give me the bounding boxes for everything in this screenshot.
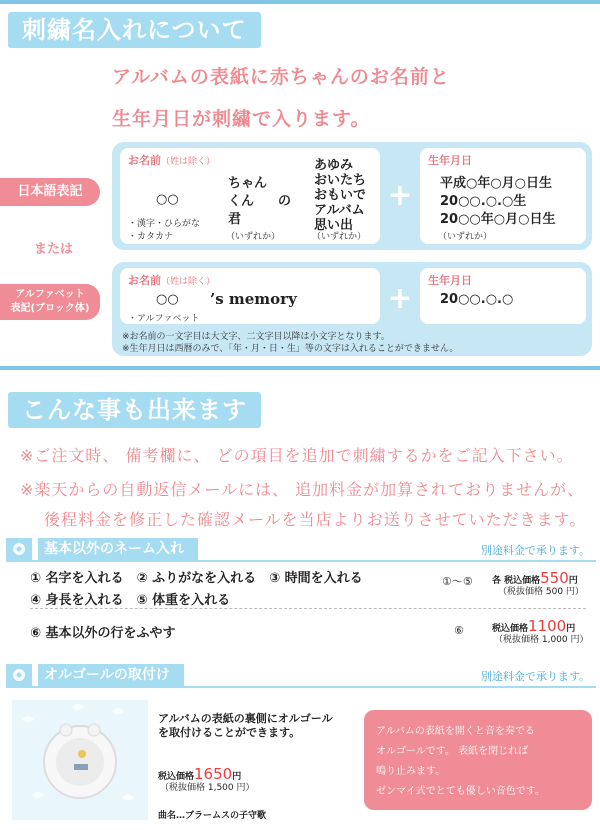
title-omoide-kanji: 思い出 (314, 218, 354, 233)
suffix-chan: ちゃん (228, 176, 268, 191)
name-extra-separate: 別途料金で承ります。 (480, 544, 590, 557)
title-ayumi: あゆみ (314, 158, 354, 173)
price-1: 各 税込価格550円 (492, 569, 578, 587)
lead-line-2: 生年月日が刺繍で入ります。 (112, 108, 371, 130)
name-extra-title: 基本以外のネーム入れ (38, 538, 198, 560)
divider (30, 608, 586, 609)
price-2-ex: （税抜価格 1,000 円） (494, 635, 589, 645)
warning-2: ※楽天からの自動返信メールには、 追加料金が加算されておりませんが、 (20, 480, 585, 499)
date-note: （いずれか） (438, 232, 493, 242)
name-extra-row-1: ① 名字を入れる ② ふりがなを入れる ③ 時間を入れる (30, 571, 363, 586)
music-separate: 別途料金で承ります。 (480, 670, 590, 683)
range-1-5: ①～⑤ (442, 575, 473, 588)
title-omoide: おもいで (314, 188, 367, 203)
section-title-embroidery: 刺繍名入れについて (8, 12, 261, 48)
suffix-note: （いずれか） (226, 232, 281, 242)
alphabet-date-label: 生年月日 (428, 274, 472, 287)
music-pink-3: 鳴り止みます。 (376, 766, 446, 777)
alphabet-name-placeholder: ○○ (156, 292, 179, 307)
alphabet-footnote-1: ※お名前の一文字目は大文字、二文字目以降は小文字となります。 (122, 332, 390, 342)
japanese-date-label: 生年月日 (428, 154, 472, 167)
memory-text: ’s memory (210, 290, 297, 308)
alphabet-footnote-2: ※生年月日は西暦のみで、「年・月・日・生」等の文字は入れることができません。 (122, 344, 459, 354)
titles-note: （いずれか） (312, 232, 367, 242)
suffix-kun: くん (228, 194, 255, 209)
music-song: 曲名…ブラームスの子守歌 (158, 811, 267, 821)
japanese-name-label: お名前（姓は除く） (128, 154, 216, 167)
suffix-kimi: 君 (228, 212, 242, 227)
plus-icon: + (387, 178, 413, 213)
price-1-ex: （税抜価格 500 円） (498, 587, 584, 597)
music-desc-1: アルバムの表紙の裏側にオルゴール (158, 712, 333, 725)
flower-icon (6, 538, 32, 560)
alphabet-pill: アルファベット 表記(ブロック体) (0, 284, 100, 320)
music-price: 税込価格1650円 (158, 765, 242, 783)
plus-icon-2: + (387, 281, 413, 316)
music-box-photo (12, 700, 148, 820)
alphabet-note: ・アルファベット (128, 314, 200, 324)
katakana-note: ・カタカナ (128, 232, 174, 242)
title-album: アルバム (314, 203, 365, 218)
date-kanji: 20○○年○月○日生 (440, 212, 556, 227)
music-price-ex: （税抜価格 1,500 円） (160, 783, 255, 793)
music-pink-2: オルゴールです。 表紙を閉じれば (376, 746, 529, 757)
music-title: オルゴールの取付け (38, 664, 184, 686)
particle-no: の (278, 194, 292, 209)
japanese-name-placeholder: ○○ (156, 192, 179, 207)
range-6: ⑥ (454, 624, 464, 637)
or-label: または (34, 242, 74, 257)
top-rule (0, 0, 600, 4)
music-pink-4: ゼンマイ式でとても優しい音色です。 (376, 786, 545, 797)
alphabet-date: 20○○.○.○ (440, 292, 514, 307)
date-heisei: 平成○年○月○日生 (440, 176, 553, 191)
name-extra-row-3: ⑥ 基本以外の行をふやす (30, 626, 176, 641)
section-rule (0, 366, 600, 370)
flower-icon (6, 664, 32, 686)
music-pink-1: アルバムの表紙を開くと音を奏でる (376, 726, 535, 737)
kanji-note: ・漢字・ひらがな (128, 219, 201, 229)
price-2: 税込価格1100円 (492, 617, 576, 635)
japanese-pill: 日本語表記 (0, 178, 100, 206)
music-bar (6, 664, 596, 688)
name-extra-row-2: ④ 身長を入れる ⑤ 体重を入れる (30, 593, 231, 608)
date-dotted: 20○○.○.○生 (440, 194, 527, 209)
warning-1: ※ご注文時、 備考欄に、 どの項目を追加で刺繍するかをご記入下さい。 (20, 446, 574, 465)
name-extra-bar (6, 538, 596, 562)
music-desc-2: を取付けることができます。 (158, 726, 301, 739)
title-oitachi: おいたち (314, 173, 367, 188)
warning-3: 後程料金を修正した確認メールを当店よりお送りさせていただきます。 (44, 510, 587, 529)
alphabet-name-label: お名前（姓は除く） (128, 274, 216, 287)
section-title-options: こんな事も出来ます (8, 392, 261, 428)
lead-line-1: アルバムの表紙に赤ちゃんのお名前と (112, 66, 450, 88)
